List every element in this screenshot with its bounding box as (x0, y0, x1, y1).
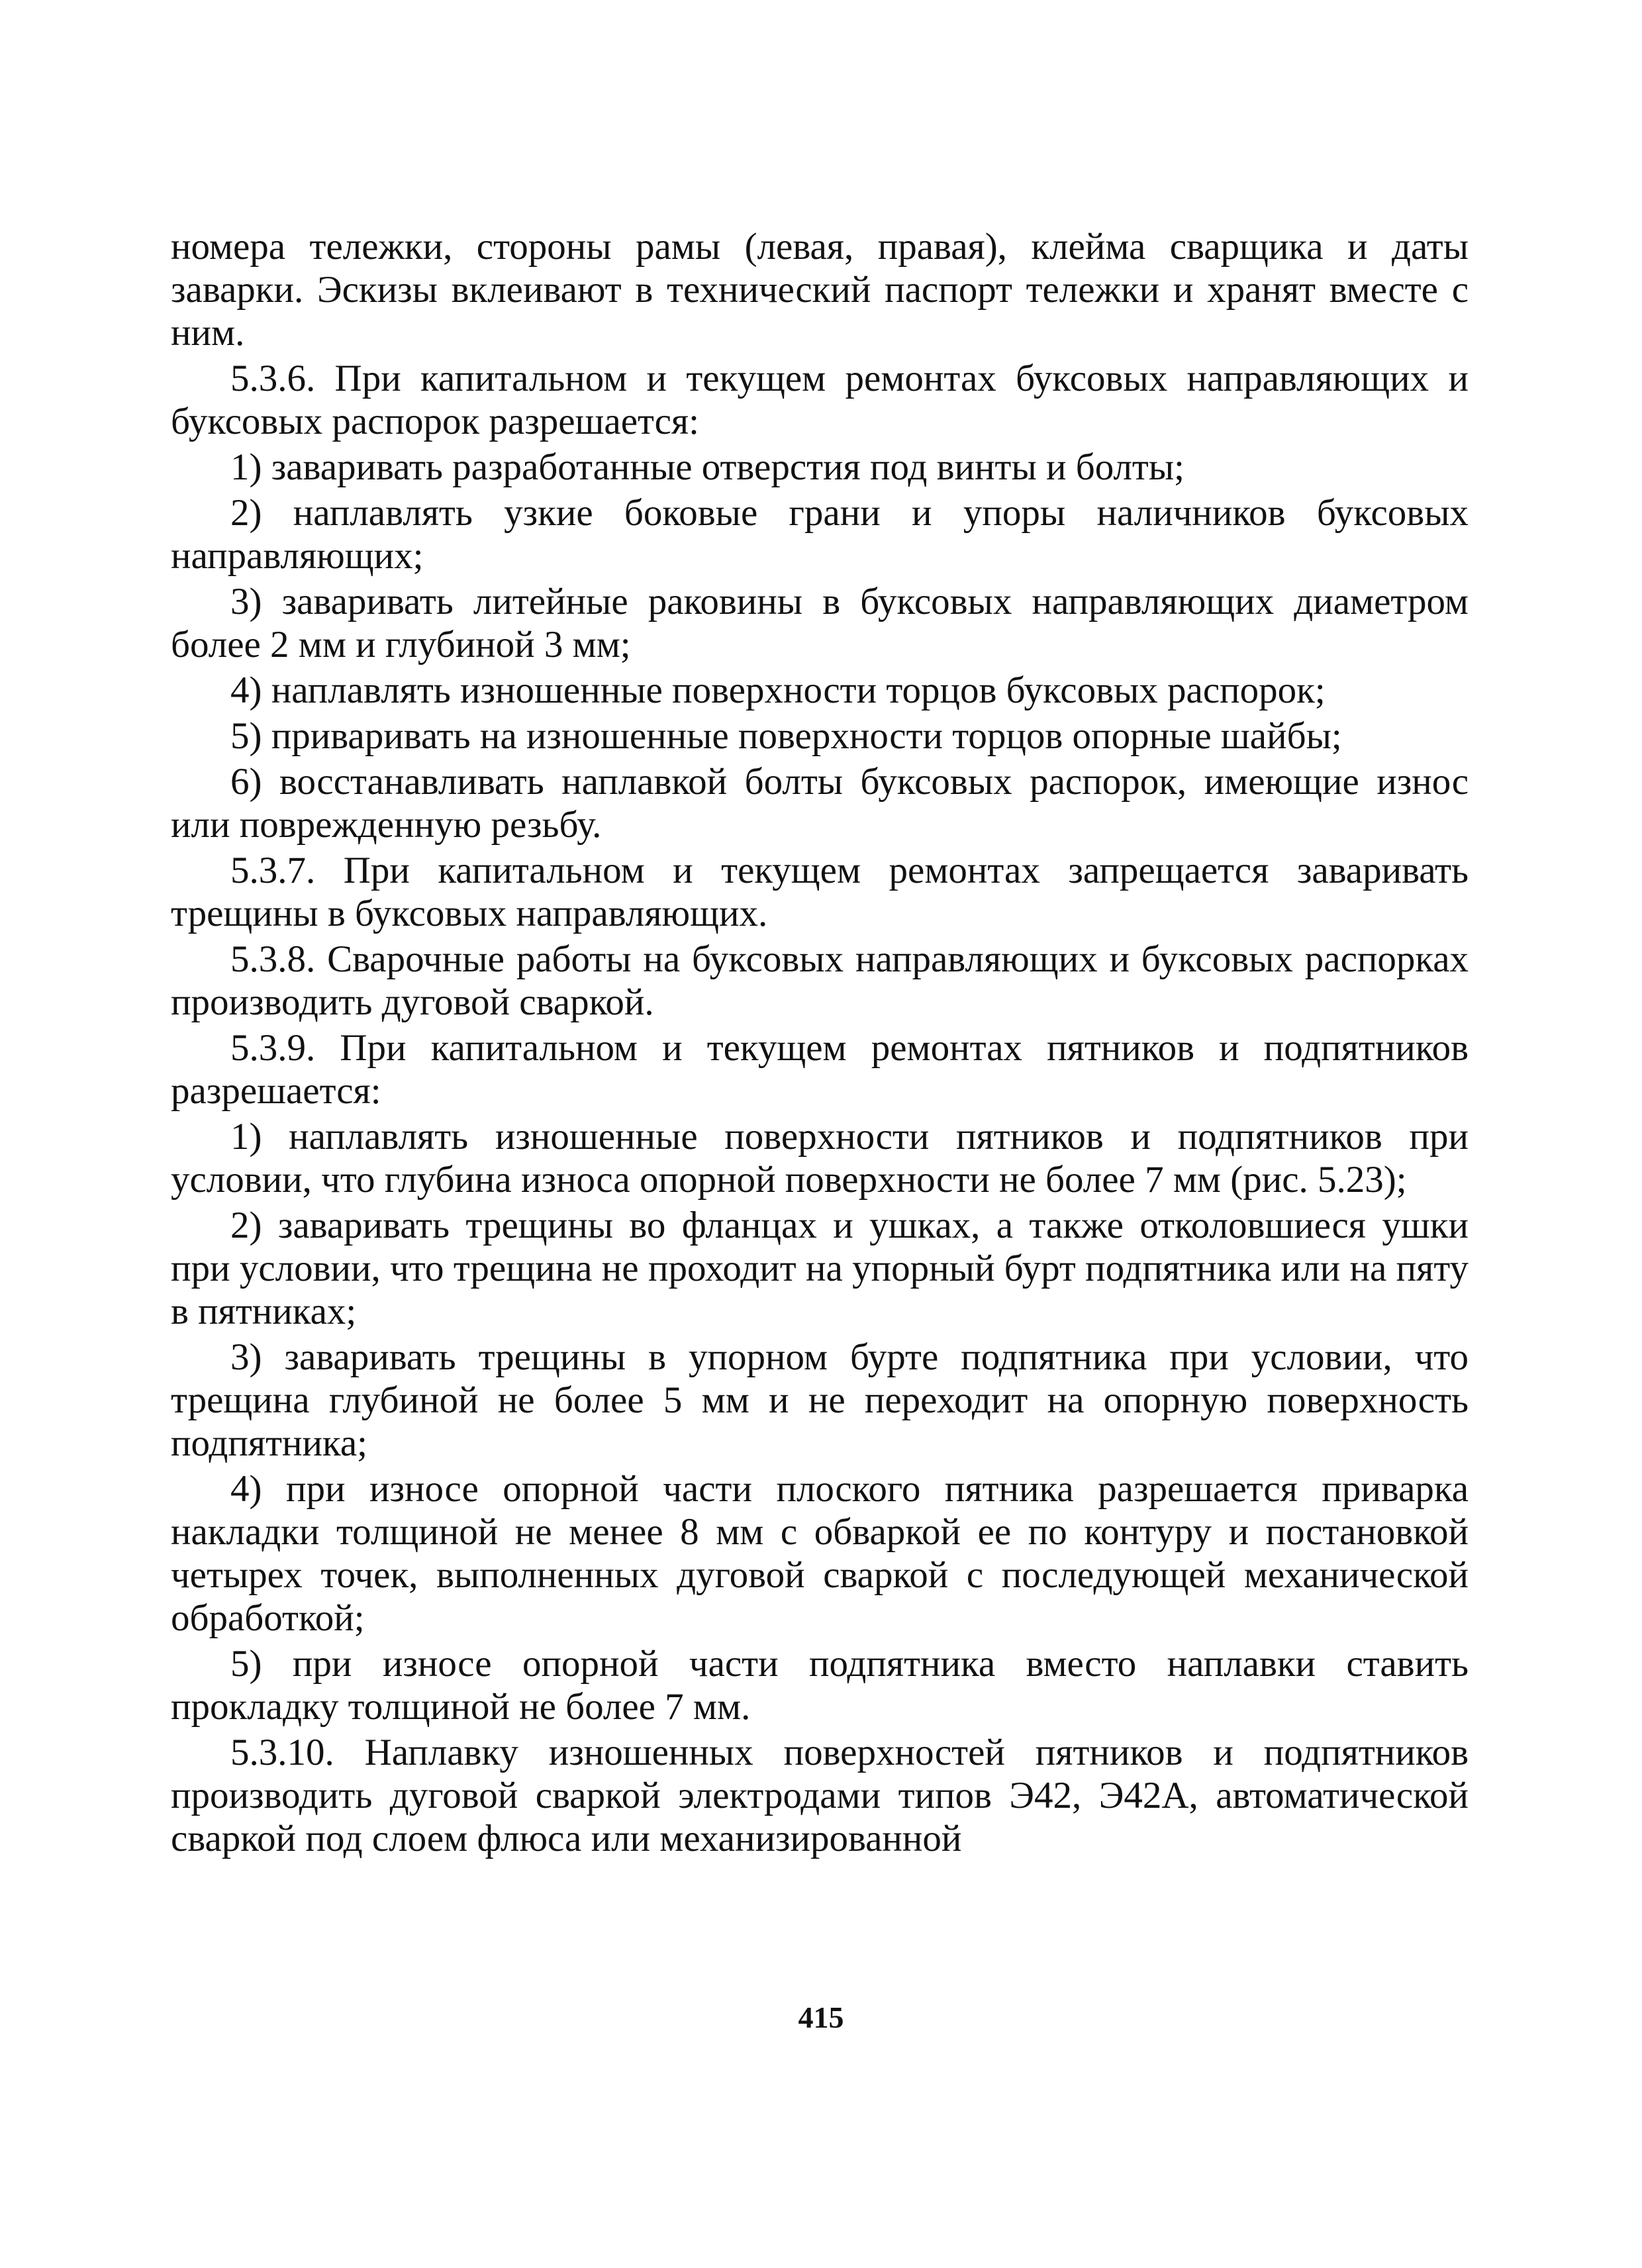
list-item: 1) заваривать разработанные отверстия под винты и болты; (230, 446, 1184, 488)
page-number: 415 (798, 2000, 844, 2034)
page-body (171, 225, 1469, 1860)
paragraph-5-3-6: 5.3.6. При капитальном и текущем ремонтах буксовых направляющих и буксовых распорок разрешается: (171, 358, 1469, 442)
list-item: 4) наплавлять изношенные поверхности торцов буксовых распорок; (230, 669, 1326, 711)
list-item: 2) наплавлять узкие боковые грани и упоры наличников буксовых направляющих; (171, 492, 1469, 577)
list-item: 1) наплавлять изношенные поверхности пятников и подпятников при условии, что глубина износа опорной поверхности не более 7 мм (рис. 5.23); (171, 1116, 1469, 1201)
list-item: 6) восстанавливать наплавкой болты буксовых распорок, имеющие износ или поврежденную резьбу. (171, 761, 1469, 846)
list-item: 5) приваривать на изношенные поверхности торцов опорные шайбы; (230, 715, 1342, 757)
list-item: 5) при износе опорной части подпятника вместо наплавки ставить прокладку толщиной не более 7 мм. (171, 1643, 1469, 1728)
list-item: 2) заваривать трещины во фланцах и ушках, а также отколовшиеся ушки при условии, что трещина не проходит на упорный бурт подпятника или на пяту в пятниках; (171, 1205, 1469, 1332)
list-item: 3) заваривать трещины в упорном бурте подпятника при условии, что трещина глубиной не более 5 мм и не переходит на опорную поверхность подпятника; (171, 1336, 1469, 1464)
paragraph-continuation: номера тележки, стороны рамы (левая, правая), клейма сварщика и даты заварки. Эскизы вклеивают в технический паспорт тележки и хранят вместе с ним. (171, 226, 1469, 354)
paragraph-5-3-8: 5.3.8. Сварочные работы на буксовых направляющих и буксовых распорках производить дуговой сваркой. (171, 938, 1469, 1023)
paragraph-5-3-7: 5.3.7. При капитальном и текущем ремонтах запрещается заваривать трещины в буксовых направляющих. (171, 850, 1469, 934)
paragraph-5-3-10: 5.3.10. Наплавку изношенных поверхностей пятников и подпятников производить дуговой сваркой электродами типов Э42, Э42А, автоматической сваркой под слоем флюса или механизированной (171, 1732, 1469, 1859)
paragraph-5-3-9: 5.3.9. При капитальном и текущем ремонтах пятников и подпятников разрешается: (171, 1027, 1469, 1112)
list-item: 4) при износе опорной части плоского пятника разрешается приварка накладки толщиной не менее 8 мм с обваркой ее по контуру и постановкой четырех точек, выполненных дуговой сваркой с последующей механической обработкой; (171, 1468, 1469, 1639)
list-item: 3) заваривать литейные раковины в буксовых направляющих диаметром более 2 мм и глубиной 3 мм; (171, 581, 1469, 666)
